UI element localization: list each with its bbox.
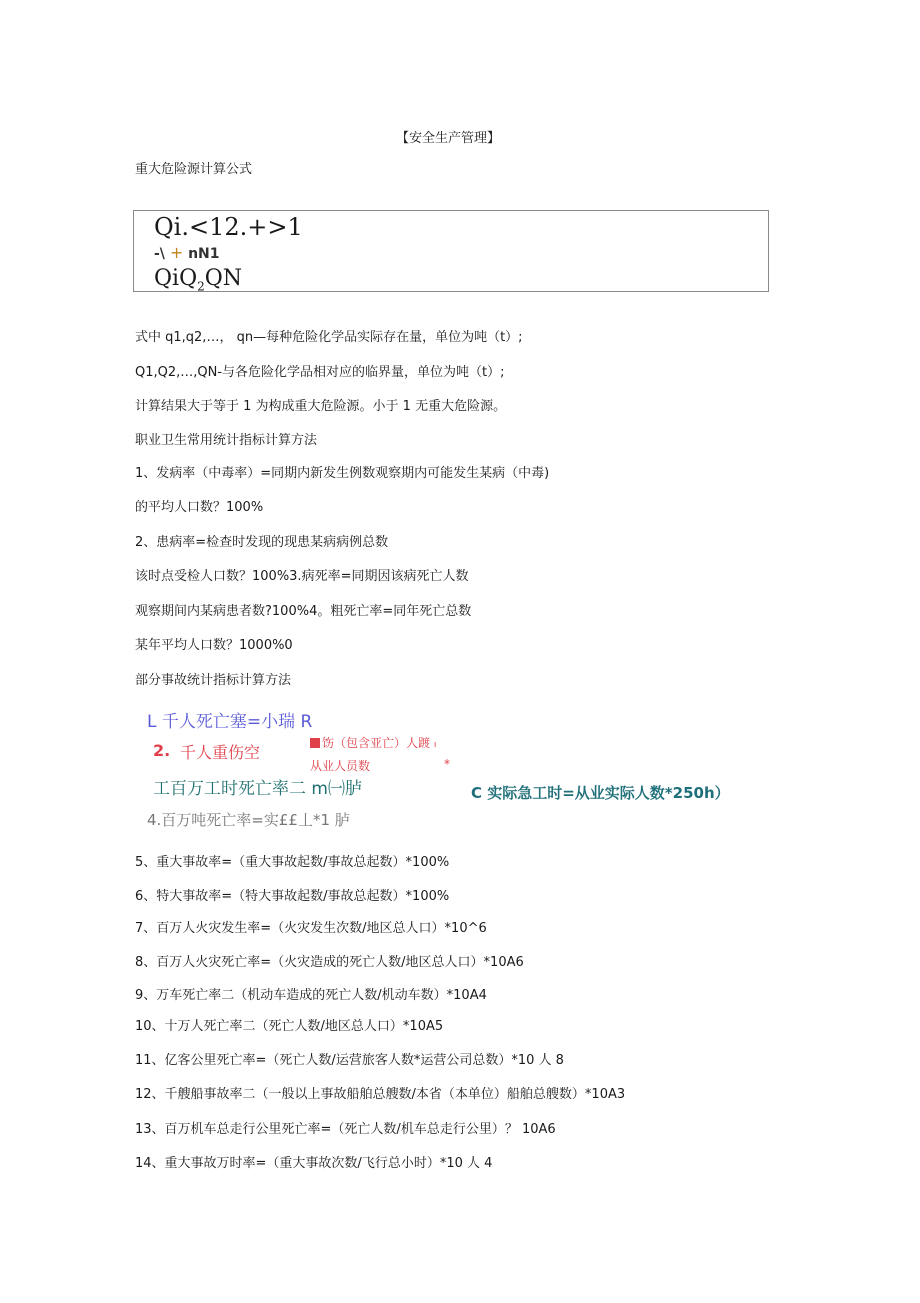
text-line: 14、重大事故万时率=（重大事故次数/飞行总小时）*10 人 4	[135, 1156, 493, 1171]
text-line: 12、千艘船事故率二（一般以上事故船舶总艘数/本省（本单位）船舶总艘数）*10A3	[135, 1087, 626, 1102]
formula-line-3-sub: 2	[197, 279, 205, 294]
formula-line-1: Qi.<12.+>1	[154, 213, 303, 241]
formula-item-4: 4.百万吨死亡率=实££丄*1 胪	[147, 811, 350, 829]
formula-line-3-b: QN	[204, 266, 243, 291]
formula-line-2	[154, 243, 220, 262]
formula-item-2-star: *	[444, 757, 450, 771]
formula-line-3	[154, 266, 242, 293]
text-line: 该时点受检人口数？100%3.病死率=同期因该病死亡人数	[135, 569, 469, 584]
text-line: 9、万车死亡率二（机动车造成的死亡人数/机动车数）*10A4	[135, 988, 487, 1003]
text-line: 8、百万人火灾死亡率=（火灾造成的死亡人数/地区总人口）*10A6	[135, 955, 524, 970]
text-line: 13、百万机车总走行公里死亡率=（死亡人数/机车总走行公里）？ 10A6	[135, 1122, 556, 1137]
formula-item-2-text: 千人重伤空	[180, 743, 261, 762]
formula-item-2-denominator: 从业人员数	[310, 759, 371, 773]
text-line: Q1,Q2,…,QN-与各危险化学品相对应的临界量，单位为吨（t）;	[135, 365, 505, 380]
text-line: 2、患病率=检查时发现的现患某病病例总数	[135, 535, 389, 550]
formula-item-2-numerator	[310, 734, 436, 751]
heading-major-hazard: 重大危险源计算公式	[135, 162, 253, 177]
text-line: 1、发病率（中毒率）=同期内新发生例数观察期内可能发生某病（中毒)	[135, 466, 550, 481]
formula-item-3: 工百万工时死亡率二 m㈠胪	[153, 779, 362, 799]
heading-accident-statistics: 部分事故统计指标计算方法	[135, 673, 292, 688]
text-line: 式中 q1,q2,…， qn—每种危险化学品实际存在量，单位为吨（t）;	[135, 330, 523, 345]
heading-occupational-health: 职业卫生常用统计指标计算方法	[135, 433, 318, 448]
text-line: 6、特大事故率=（特大事故起数/事故总起数）*100%	[135, 889, 450, 904]
text-line: 的平均人口数？100%	[135, 500, 264, 515]
formula-line-2-suffix: nN1	[188, 246, 220, 262]
text-line: 某年平均人口数？1000%0	[135, 638, 293, 653]
text-line: 计算结果大于等于 1 为构成重大危险源。小于 1 无重大危险源。	[135, 399, 507, 414]
formula-item-1: L 千人死亡塞=小瑞 R	[147, 712, 313, 732]
formula-item-2-mark: ı	[433, 740, 437, 750]
formula-item-2-number: 2.	[153, 741, 171, 760]
formula-line-3-a: QiQ	[154, 266, 198, 291]
formula-box	[133, 210, 769, 292]
formula-line-2-prefix: -\	[154, 246, 165, 262]
formula-plus-sign: +	[169, 243, 184, 262]
text-line: 观察期间内某病患者数?100%4。粗死亡率=同年死亡总数	[135, 604, 472, 619]
text-line: 5、重大事故率=（重大事故起数/事故总起数）*100%	[135, 855, 450, 870]
doc-title: 【安全生产管理】	[396, 131, 501, 146]
text-line: 11、亿客公里死亡率=（死亡人数/运营旅客人数*运营公司总数）*10 人 8	[135, 1053, 564, 1068]
formula-item-2-numerator-text: 饬（包含亚亡）人踱	[322, 736, 431, 750]
text-line: 7、百万人火灾发生率=（火灾发生次数/地区总人口）*10^6	[135, 921, 487, 936]
text-line: 10、十万人死亡率二（死亡人数/地区总人口）*10A5	[135, 1019, 444, 1034]
red-square-icon	[310, 738, 320, 748]
formula-item-3-right: C 实际急工时=从业实际人数*250h）	[471, 784, 730, 802]
